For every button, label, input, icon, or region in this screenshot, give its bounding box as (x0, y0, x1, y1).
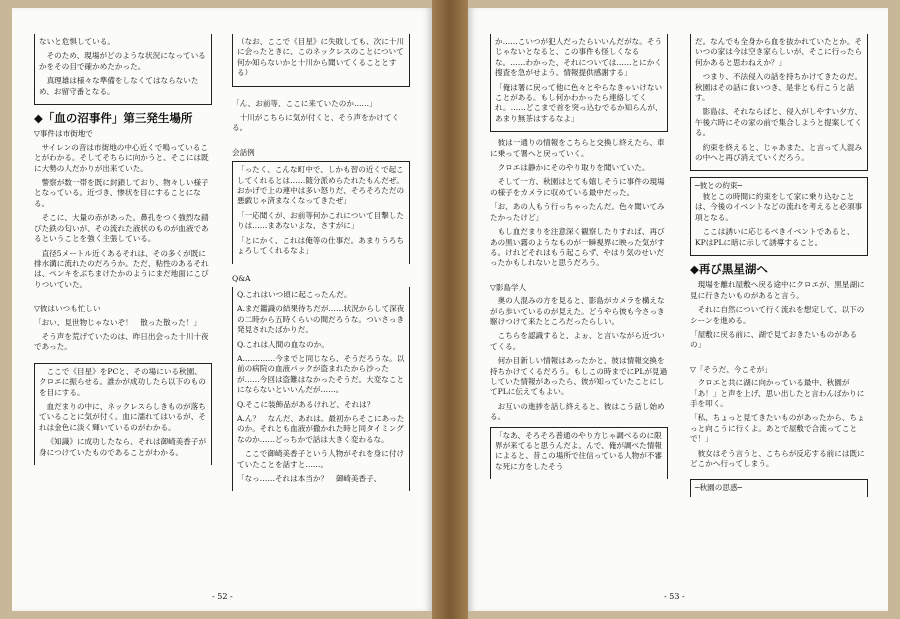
note-box (690, 177, 868, 255)
qa-line: Q.これはいつ頃に起こったんだ。 (237, 289, 352, 299)
dialogue-line: 「ったく、こんな町中で、しかも習の近くで起こしてくれるとは……随分派めらたれたもんだぜ。おかげで上の連中は多い怒りだ、そろそろただの悪戯じゃ済まなくなってきたぜ」 (237, 165, 405, 206)
text-block: 「なっ……それは本当か？ 御崎美香子、 (237, 474, 382, 483)
text-block: 真理雄は様々な準備をしなくてはならないため、お留守番となる。 (39, 76, 199, 96)
paragraph: クロエは静かにそのやり取りを聞いていた。 (497, 163, 650, 173)
text-block: か……こいつが犯人だったらいいんだがな。そうじゃないとなると、この事件も怪しくなるな。……わかった、それについては……とにかく搜査を急がせよう。情報提供感謝する」 (495, 37, 663, 78)
subheading: ▽「そうだ、今こそが」 (690, 364, 772, 374)
paragraph: サイレンの音は市街地の中心近くで鳴っていることがわかる。そしてそちらに向かうと、そこには既に大勢の人だかりが出来ていた。 (34, 142, 209, 173)
text-block: ここは誘いに応じるべきイベントであると、KPはPLに暗に示して誘導すること。 (695, 227, 855, 247)
section-heading: ◆「血の沼事件」第三発生場所 (34, 111, 193, 126)
paragraph: 現場を離れ屋敷へ戻る途中にクロエが、黒星湖に見に行きたいものがあると言う。 (690, 280, 865, 300)
right-page (468, 8, 888, 611)
paragraph: そして一方、秋園はとても嬉しそうに事件の現場の様子をカメラに収めている最中だった。 (490, 177, 665, 197)
text-block: だ。なんでも全身から血を抜かれていたとか。そいつの家は今は空き家らしいが、そこに行ったら何かあると思わねえか？」 (695, 37, 863, 67)
paragraph: 彼は一通りの情報をこちらと交換し終えたら、車に乗って署へと戻っていく。 (490, 138, 665, 158)
paragraph: お互いの進捗を話し終えると、彼はこう話し始める。 (490, 401, 665, 422)
paragraph: そう声を荒げていたのは、昨日出会った十川十夜であった。 (34, 331, 209, 352)
left-box-1 (34, 34, 212, 105)
dialogue-line: 「ん、お前等、ここに来ていたのか……」 (232, 98, 377, 108)
text-block: 彼とこの時間に約束をして家に乗り込むことは、今後のイベントなどの流れを考えると必須事項となる。 (695, 191, 863, 222)
text-block: ここで《目星》をPCと、その場にいる秋園、クロエに振らせる。誰かが成功したら以下のものを目にする。 (39, 366, 206, 397)
left-page (12, 8, 432, 611)
paragraph: クロエと共に湖に向かっている最中、秋園が「あ！」と声を上げ、思い出したと言わんばかりに手を叩く。 (690, 378, 865, 408)
qa-line: A.ん？ なんだ、あれは。最初からそこにあったのか。それとも血液が撒かれた時と同タイミングなのか……どっちかで話は大きく変わるな。 (237, 413, 405, 444)
paragraph: 奥の人混みの方を見ると、影島がカメラを構えながら歩いているのが見えた。どうやら彼も今さっき駆けつけて来たところだったらしい。 (490, 296, 665, 326)
paragraph: そこに、大量の赤があった。鼻孔をつく強烈な錆びた鉄の匂いが、その流れた液状のものが血液であるということを強く主張している。 (34, 213, 209, 244)
text-block: ないと危惧している。 (39, 37, 115, 46)
paragraph: もし血だまりを注意深く観察したりすれば、再びあの黒い霧のようなものが一瞬視界に映った気がする。けれどそれはもう起こらず、やはり気のせいだったかもしれないと思うだろう。 (490, 227, 665, 268)
page-number: - 53 - (664, 592, 685, 601)
dialogue-line: 「私、ちょっと見てきたいものがあったから、ちょっと向こうに行くよ。あとで屋敷で合流ってことで！」 (690, 413, 865, 444)
right-box-3 (690, 34, 868, 171)
text-block: （なお、ここで《目星》に失敗しても、次に十川に会ったときに、このネックレスのことについて何か知らないかと十川から聞いてくることとする） (237, 37, 405, 78)
left-box-3 (232, 34, 410, 87)
text-block: 約束を終えると、じゃあまた、と言って人混みの中へと再び消えていくだろう。 (695, 142, 863, 163)
text-block: 影島は、それならばと、侵入がしやすい夕方、午後六時にその家の前で集合しようと提案してくる。 (695, 107, 863, 138)
right-page-column-1 (490, 34, 668, 479)
note-title: ─秋園の思惑─ (695, 483, 743, 493)
dialogue-line: 「お、あの人もう行っちゃったんだ。色々聞いてみたかったけど」 (490, 202, 665, 222)
paragraph: それに自然について行く流れを想定して、以下のシーンを進める。 (690, 305, 865, 325)
left-page-column-2 (232, 34, 410, 491)
right-box-2 (490, 427, 668, 480)
qa-line: A.…………今までと同じなら、そうだろうな。以前の病院の血液パックが盗まれたから沙ったが……今回は盗難はなかったそうだ。大変なことにならないといいんだが……。 (237, 353, 405, 395)
subheading: ▽事件は市街地で (34, 129, 93, 139)
text-block: 《知識》に成功したなら、それは御崎美香子が身につけていたものであることがわかる。 (39, 437, 207, 457)
text-block: 血だまりの中に、ネックレスらしきものが落ちていることに気が付く。血に濡れてはいるが、それは金色に淡く輝いているのがわかる。 (39, 401, 206, 432)
footer-note-box (690, 479, 868, 496)
qa-box (232, 287, 410, 492)
dialogue-line: 「一応聞くが、お前等何かこれについて目撃したりは……まあないよな、さすがに」 (237, 210, 404, 231)
paragraph: 十川がこちらに気が付くと、そう声をかけてくる。 (232, 113, 400, 133)
paragraph: 何か目新しい情報はあったかと、彼は情報交換を持ちかけてくるだろう。もしこの時までにPLが見過していた情報があったら、彼が知っていたことにしてPLに伝えてもよい。 (490, 356, 668, 397)
subheading: ▽影島学人 (490, 282, 527, 292)
note-title: ─彼との約束─ (695, 181, 743, 191)
paragraph: 直径5メートル近くあるそれは、その多くが既に排水溝に流れたのだろうか。ただ、粘性のあるそれは、ペンキをぶちまけたかのようにまだ地面にこびりついていた。 (34, 248, 209, 289)
text-block: ここで御崎美香子という人物がそれを身に付けていたことを話すと……。 (237, 449, 405, 469)
section-heading: ◆再び黒星湖へ (690, 261, 768, 276)
text-block: つまり、不法侵入の話を持ちかけてきたのだ。秋園はその話に食いつき、是非とも行こうと話す。 (695, 72, 863, 103)
right-page-column-2 (690, 34, 868, 497)
left-page-column-1 (34, 34, 212, 465)
paragraph: 警察が数一帯を既に封鎖しており、物々しい様子となっている。近づき、惨状を目にすることになる。 (34, 178, 209, 208)
dialogue-line: 「とにかく、これは俺等の仕事だ。あまりうろちょろしてくれるなよ」 (237, 235, 404, 256)
dialogue-box (232, 161, 410, 263)
label-conversation-example: 会話例 (232, 147, 255, 157)
qa-line: Q.そこに装飾品があるけれど、それは？ (237, 399, 375, 409)
label-qa: Q&A (232, 273, 251, 283)
dialogue-line: 「屋敷に戻る前に、湖で見ておきたいものがあるの」 (690, 329, 858, 350)
text-block: 「なあ、そろそろ普通のやり方じゃ調べるのに限界が来てると思うんだよ。んで、俺が調べた情報によると、昔この場所で住信っている人物が不審な死に方をしたそう (495, 430, 663, 471)
qa-line: Q.これは人間の血なのか。 (237, 339, 329, 349)
dialogue-line: 「おい、見世物じゃないぞ！ 散った散った！」 (34, 317, 202, 327)
text-block: 「俺は署に戻って他に色々とやらなきゃいけないことがある。もし何かわかったら連絡してくれ。……どこまで首を突っ込むでるか知らんが、あまり無茶はするなよ」 (495, 82, 663, 123)
text-block: そのため、現場がどのような状況になっているかをその目で確かめたかった。 (39, 51, 206, 71)
page-number: - 52 - (212, 592, 233, 601)
subheading: ▽彼はいつも忙しい (34, 304, 101, 314)
left-box-2 (34, 363, 212, 465)
book-spine (432, 0, 468, 619)
right-box-1 (490, 34, 668, 132)
qa-line: A.まだ鑑識の結果待ちだが……状況からして深夜の二時から五時くらいの間だろうな。ついさっき発見されたばかりだ。 (237, 304, 405, 335)
paragraph: 彼女はそう言うと、こちらが反応する前には既にどこかへ行ってしまう。 (690, 448, 865, 468)
paragraph: こちらを認識すると、よぉ、と言いながら近づいてくる。 (490, 331, 665, 351)
